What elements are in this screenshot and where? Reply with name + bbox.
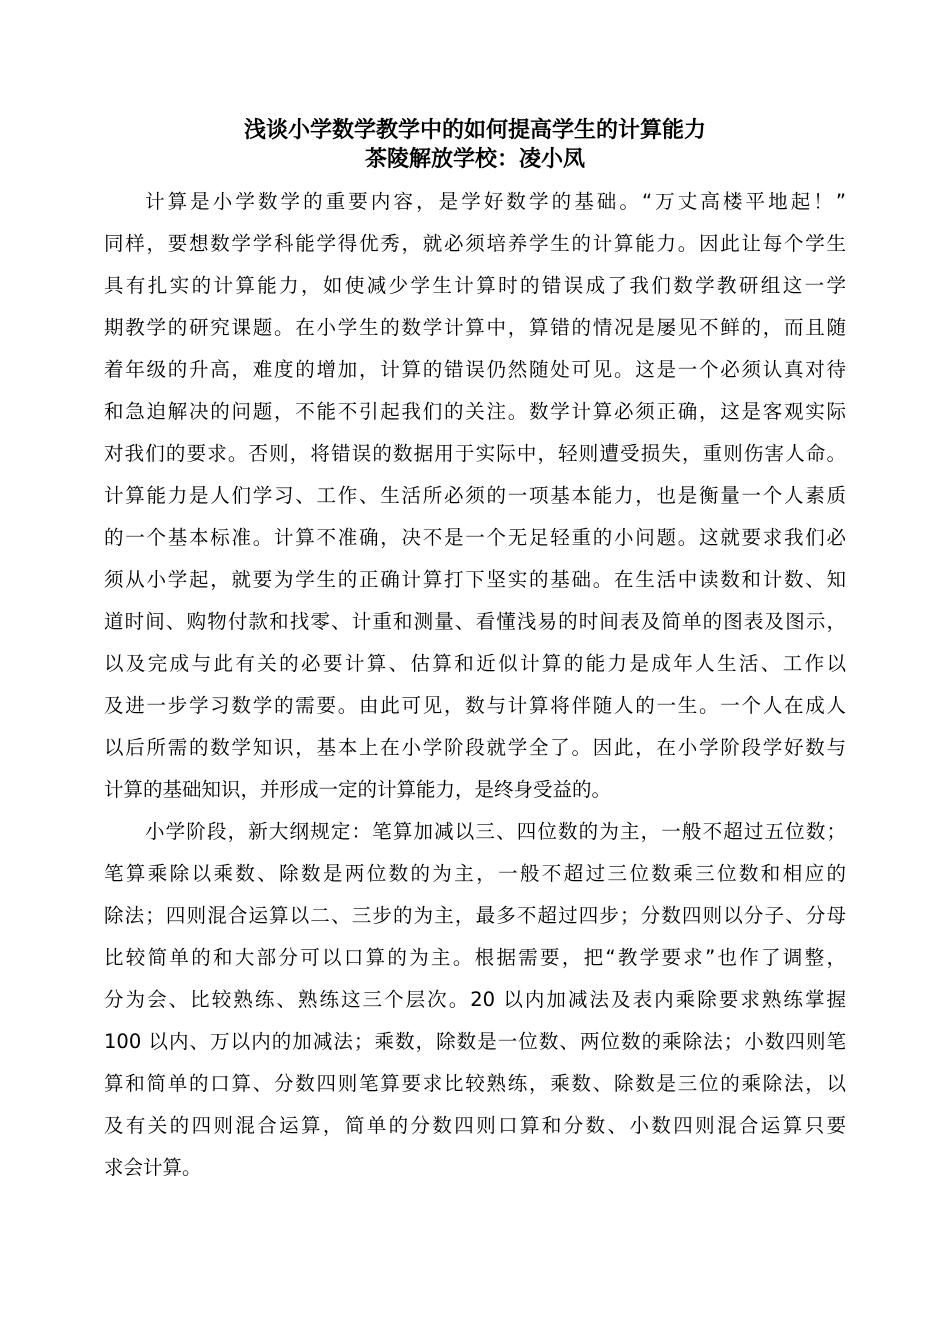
paragraph-line: 算和简单的口算、分数四则笔算要求比较熟练，乘数、除数是三位的乘除法，以: [104, 1072, 846, 1095]
paragraph-line: 求会计算。: [104, 1156, 202, 1179]
paragraph-line: 具有扎实的计算能力，如使减少学生计算时的错误成了我们数学教研组这一学: [104, 274, 846, 297]
author-byline: 茶陵解放学校：凌小凤: [364, 147, 585, 172]
document-title: 浅谈小学数学教学中的如何提高学生的计算能力: [243, 118, 706, 143]
paragraph-line: 须从小学起，就要为学生的正确计算打下坚实的基础。在生活中读数和计数、知: [104, 568, 846, 591]
paragraph-line: 对我们的要求。否则，将错误的数据用于实际中，轻则遭受损失，重则伤害人命。: [104, 442, 846, 465]
paragraph-line: 着年级的升高，难度的增加，计算的错误仍然随处可见。这是一个必须认真对待: [104, 358, 846, 381]
paragraph-line: 笔算乘除以乘数、除数是两位数的为主，一般不超过三位数乘三位数和相应的: [104, 862, 846, 885]
paragraph-line: 计算能力是人们学习、工作、生活所必须的一项基本能力，也是衡量一个人素质: [104, 484, 846, 507]
paragraph-line: 以后所需的数学知识，基本上在小学阶段就学全了。因此，在小学阶段学好数与: [104, 736, 846, 759]
paragraph-line: 分为会、比较熟练、熟练这三个层次。20 以内加减法及表内乘除要求熟练掌握: [104, 988, 846, 1011]
paragraph-line: 同样，要想数学学科能学得优秀，就必须培养学生的计算能力。因此让每个学生: [104, 232, 846, 255]
paragraph-line: 以及完成与此有关的必要计算、估算和近似计算的能力是成年人生活、工作以: [104, 652, 846, 675]
paragraph-line: 计算的基础知识，并形成一定的计算能力，是终身受益的。: [104, 778, 612, 801]
paragraph-line: 道时间、购物付款和找零、计重和测量、看懂浅易的时间表及简单的图表及图示，: [104, 610, 846, 633]
paragraph-line: 及进一步学习数学的需要。由此可见，数与计算将伴随人的一生。一个人在成人: [104, 694, 846, 717]
paragraph-line: 比较简单的和大部分可以口算的为主。根据需要，把“教学要求”也作了调整，: [104, 946, 846, 969]
paragraph-line: 期教学的研究课题。在小学生的数学计算中，算错的情况是屡见不鲜的，而且随: [104, 316, 846, 339]
paragraph-line: 计算是小学数学的重要内容，是学好数学的基础。“万丈高楼平地起！”: [145, 190, 846, 213]
paragraph-line: 除法；四则混合运算以二、三步的为主，最多不超过四步；分数四则以分子、分母: [104, 904, 846, 927]
paragraph-line: 的一个基本标准。计算不准确，决不是一个无足轻重的小问题。这就要求我们必: [104, 526, 846, 549]
paragraph-line: 及有关的四则混合运算，简单的分数四则口算和分数、小数四则混合运算只要: [104, 1114, 846, 1137]
paragraph-line: 100 以内、万以内的加减法；乘数，除数是一位数、两位数的乘除法；小数四则笔: [104, 1030, 846, 1053]
paragraph-line: 小学阶段，新大纲规定：笔算加减以三、四位数的为主，一般不超过五位数；: [145, 820, 846, 843]
paragraph-line: 和急迫解决的问题，不能不引起我们的关注。数学计算必须正确，这是客观实际: [104, 400, 846, 423]
